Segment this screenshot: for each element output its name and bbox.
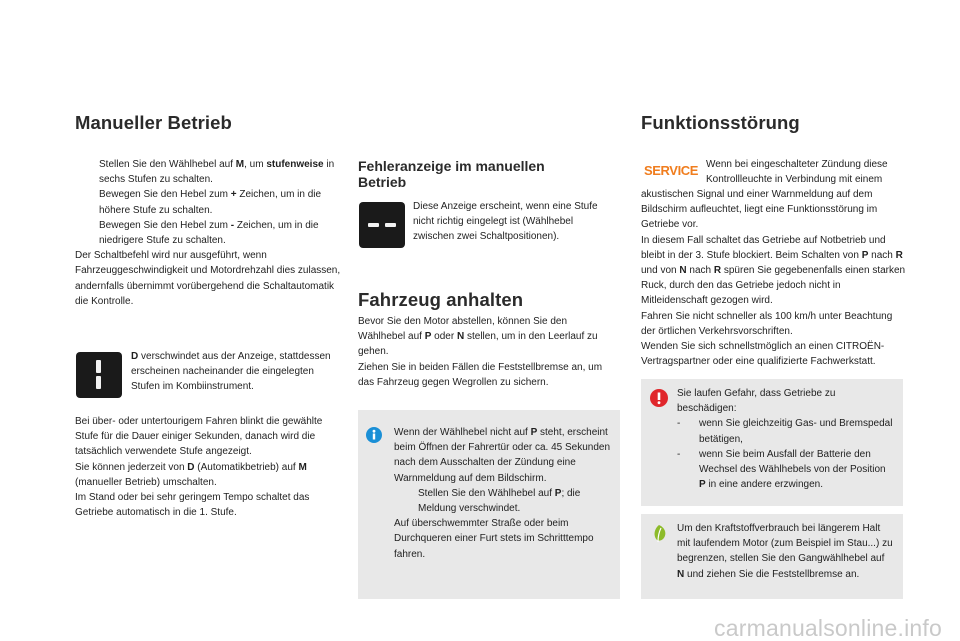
info-icon bbox=[366, 427, 382, 443]
funktionsstoerung-text: akustischen Signal und einer Warnmeldung auf dem Bildschirm aufleuchtet, liegt eine Funktionsstörung im Getriebe vor. In diesem Fall schaltet das Getriebe auf Notbetrieb und bleibt in der 3. Stufe blockiert. Beim Schalten von P nach R und von N nach R spüren Sie gegebenenfalls einen starken Ruck, durch den das Getriebe jedoch nicht in Mitleidenschaft gezogen wird. Fahren Sie nicht schneller als 100 km/h unter Beachtung der örtlichen Verkehrsvorschriften. Wenden Sie sich schnellstmöglich an einen CITROËN-Vertragspartner oder eine qualifizierte Fachwerkstatt. bbox=[641, 189, 906, 368]
warning-item: - wenn Sie gleichzeitig Gas- und Bremspedal betätigen, bbox=[677, 418, 893, 445]
bullet-item: Bewegen Sie den Hebel zum + Zeichen, um in die höhere Stufe zu schalten. bbox=[99, 189, 322, 216]
section-title-funktionsstoerung: Funktionsstörung bbox=[641, 112, 800, 133]
warning-text: Sie laufen Gefahr, dass Getriebe zu beschädigen: - wenn Sie gleichzeitig Gas- und Bremspedal betätigen, - wenn Sie beim Ausfall der Batterie den Wechsel des Wählhebels von der Position P in eine andere erzwingen. bbox=[677, 386, 893, 492]
anhalten-text: Bevor Sie den Motor abstellen, können Sie den Wählhebel auf P oder N stellen, um in den Leerlauf zu gehen. Ziehen Sie in beiden Fällen die Feststellbremse an, um das Fahrzeug gegen Wegrollen zu sichern. bbox=[358, 316, 603, 388]
warning-icon bbox=[650, 389, 668, 407]
leaf-icon bbox=[650, 524, 668, 544]
fehler-description: Diese Anzeige erscheint, wenn eine Stufe nicht richtig eingelegt ist (Wählhebel zwischen zwei Schaltpositionen). bbox=[413, 201, 598, 243]
section-title-fehleranzeige: Fehleranzeige im manuellen Betrieb bbox=[358, 158, 545, 190]
section-title-manueller-betrieb: Manueller Betrieb bbox=[75, 112, 232, 133]
service-warning-light-icon bbox=[642, 159, 699, 183]
service-intro: Wenn bei eingeschalteter Zündung diese Kontrollleuchte in Verbindung mit einem bbox=[706, 159, 888, 186]
manual-bullets bbox=[75, 157, 341, 309]
eco-box bbox=[641, 514, 903, 599]
eco-text: Um den Kraftstoffverbrauch bei längerem Halt mit laufendem Motor (zum Beispiel im Stau...) zu begrenzen, stellen Sie den Gangwählhebel auf N und ziehen Sie die Feststellbremse an. bbox=[677, 523, 893, 580]
service-label: SERVICE bbox=[644, 163, 699, 178]
manual-paragraph: Der Schaltbefehl wird nur ausgeführt, wenn Fahrzeuggeschwindigkeit und Motordrehzahl dies zulassen, andernfalls übernimmt vorübergehend die Schaltautomatik die Kontrolle. bbox=[75, 250, 341, 307]
bullet-item: Stellen Sie den Wählhebel auf M, um stufenweise in sechs Stufen zu schalten. bbox=[99, 159, 335, 186]
info-bullet: Stellen Sie den Wählhebel auf P; die Meldung verschwindet. bbox=[418, 487, 581, 515]
bullet-item: Bewegen Sie den Hebel zum - Zeichen, um in die niedrigere Stufe zu schalten. bbox=[99, 219, 319, 247]
gear-error-display-icon bbox=[359, 202, 405, 248]
gear-indicator-icon bbox=[76, 352, 122, 398]
gear-display-icon bbox=[76, 352, 122, 398]
watermark: carmanualsonline.info bbox=[714, 614, 942, 641]
warning-box bbox=[641, 379, 903, 506]
warning-item: - wenn Sie beim Ausfall der Batterie den Wechsel des Wählhebels von der Position P in eine andere erzwingen. bbox=[677, 448, 886, 491]
info-text: Wenn der Wählhebel nicht auf P steht, erscheint beim Öffnen der Fahrertür oder ca. 45 Sekunden nach dem Ausschalten der Zündung eine Warnmeldung auf dem Bildschirm. Stellen Sie den Wählhebel auf P; die Meldung verschwindet. Auf überschwemmter Straße oder beim Durchqueren einer Furt stets im Schritttempo fahren. bbox=[394, 427, 611, 560]
manual-text-block: Bei über- oder untertourigem Fahren blinkt die gewählte Stufe für die Dauer einiger Sekunden, danach wird die tatsächlich verwendete Stufe angezeigt. Sie können jederzeit von D (Automatikbetrieb) auf M (manueller Betrieb) umschalten. Im Stand oder bei sehr geringem Tempo schaltet das Getriebe automatisch in die 1. Stufe. bbox=[75, 416, 323, 519]
display-note: D verschwindet aus der Anzeige, stattdessen erscheinen nacheinander die eingelegten Stufen im Kombiinstrument. bbox=[131, 351, 331, 393]
info-box bbox=[358, 410, 620, 599]
section-title-fahrzeug-anhalten: Fahrzeug anhalten bbox=[358, 289, 524, 310]
double-dash-icon bbox=[359, 202, 405, 248]
